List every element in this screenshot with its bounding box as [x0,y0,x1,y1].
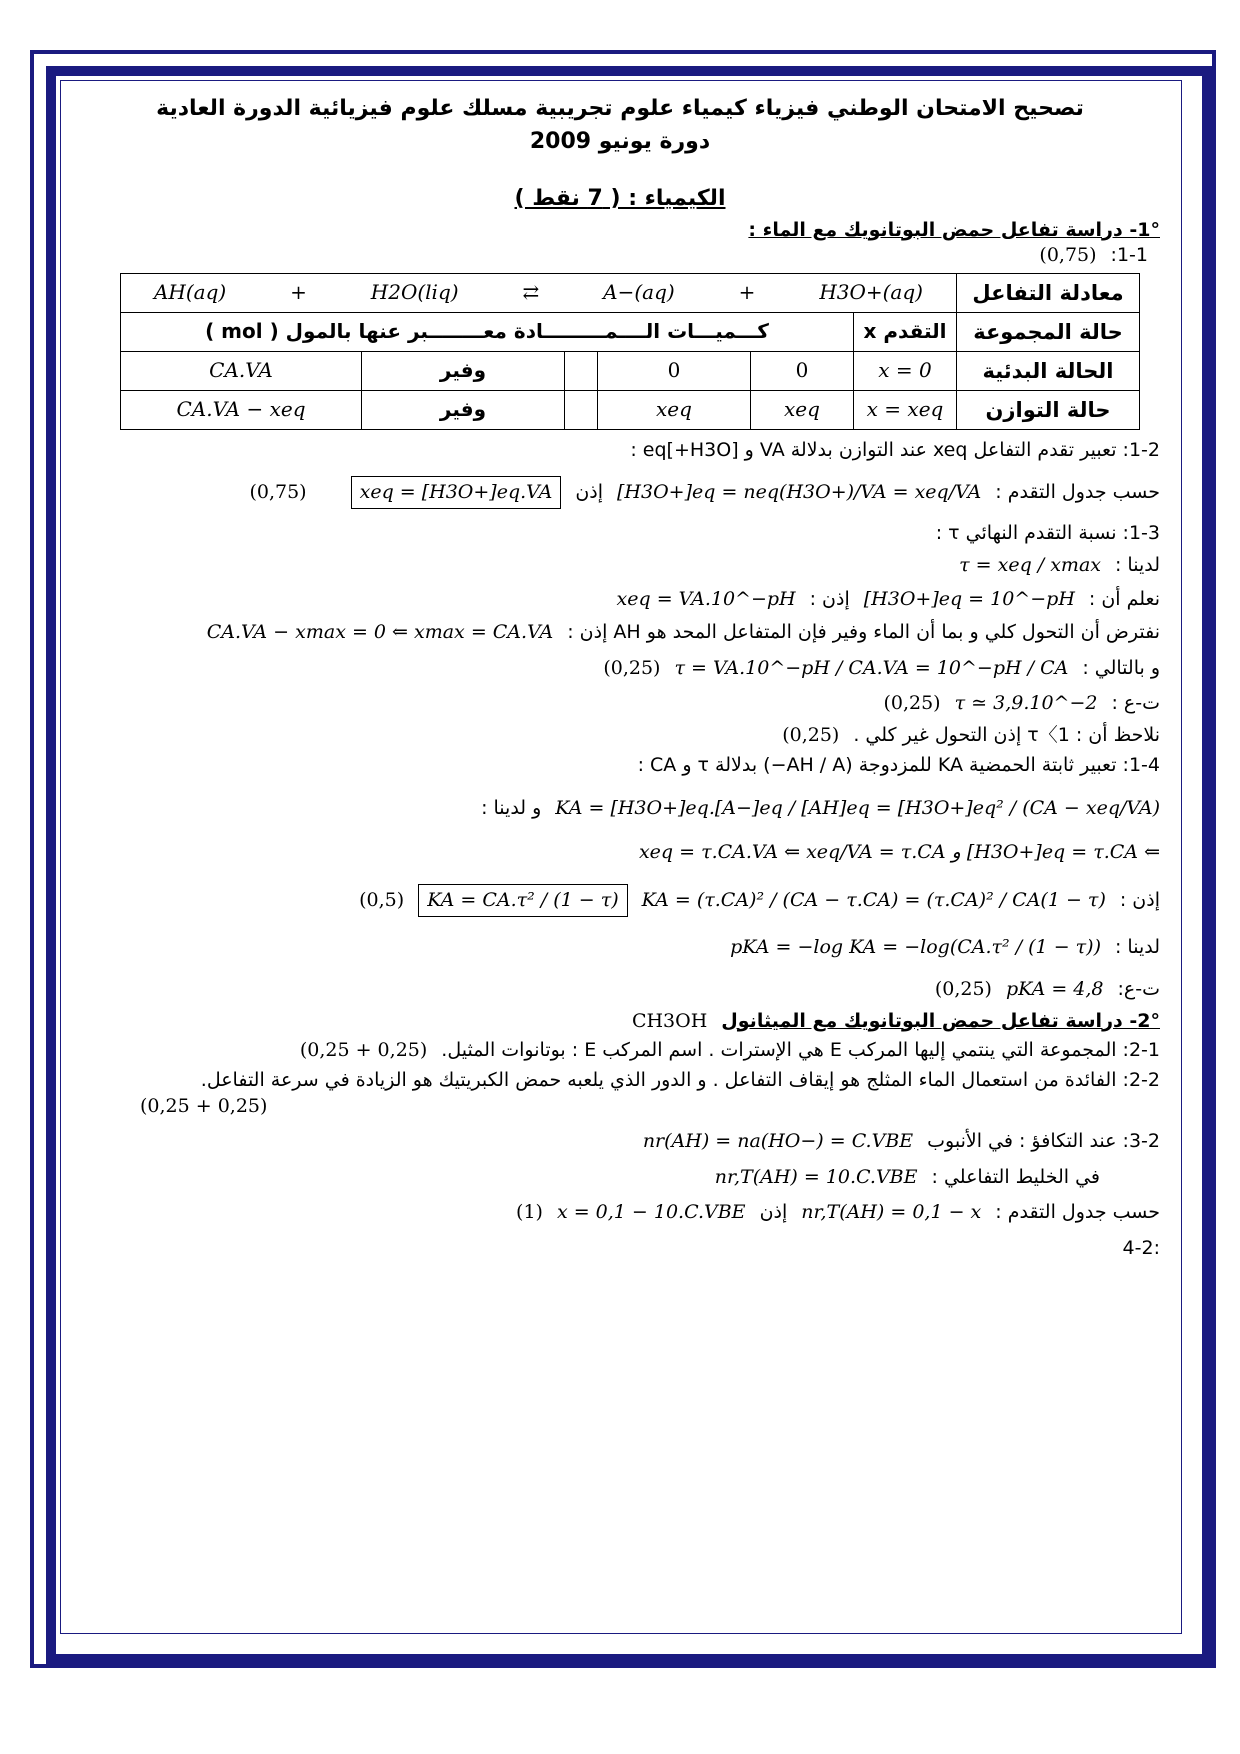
q13-num-label: ت-ع : [1111,692,1160,715]
equilibrium-water: وفير [362,390,565,429]
equilibrium-h3o: xeq [751,390,854,429]
q13-points-3: (0,25) [782,724,840,747]
q14-have: و لدينا : [481,797,542,820]
q23-then: إذن [759,1201,788,1224]
equilibrium-anion: xeq [598,390,751,429]
q14-pk-label: لدينا : [1114,936,1160,959]
initial-h3o: 0 [751,351,854,390]
initial-empty [565,351,598,390]
q14-pk-formula: pKA = −log KA = −log(CA.τ² / (1 − τ)) [730,936,1101,959]
q13-points-1: (0,25) [603,656,661,679]
part2-heading: 2°- دراسة تفاعل حمض البوتانويك مع الميثانول [721,1009,1160,1032]
q14-ka-tau: KA = (τ.CA)² / (CA − τ.CA) = (τ.CA)² / CA(1 − τ) [641,888,1106,911]
equilibrium-acid: CA.VA − xeq [121,390,362,429]
q21-points: (0,25 + 0,25) [299,1039,428,1062]
eq-plus-1: + [290,280,307,305]
title-line-1: تصحيح الامتحان الوطني فيزياء كيمياء علوم تجريبية مسلك علوم فيزيائية الدورة العادية [156,96,1084,121]
q12-boxed-result: xeq = [H3O+]eq.VA [351,476,562,510]
q14-chain: xeq = τ.CA.VA ⇐ xeq/VA = τ.CA و [H3O+]eq = τ.CA ⇐ [638,841,1160,864]
q23-formula: nr(AH) = na(HO−) = C.VBE [642,1130,914,1153]
q22-statement: 2-2: الفائدة من استعمال الماء المثلج هو إيقاف التفاعل . و الدور الذي يلعبه حمض الكبريتيك هو الزيادة في سرعة التفاعل. [200,1068,1160,1091]
equilibrium-arrow-icon: ⇄ [522,280,540,305]
q23-statement: 3-2: عند التكافؤ : في الأنبوب [927,1130,1160,1153]
document-body [80,92,1160,1622]
q14-ka-expression: KA = [H3O+]eq.[A−]eq / [AH]eq = [H3O+]eq² / (CA − xeq/VA) [555,797,1160,820]
row-equilibrium-label: حالة التوازن [957,390,1140,429]
q24-label: :4-2 [1122,1237,1160,1260]
eq-ah: AH(aq) [153,280,227,305]
q12-statement: 1-2: تعبير تقدم التفاعل xeq عند التوازن بدلالة VA و [H3O+]eq : [630,438,1160,461]
quantities-header: كـــميـــات الــــمـــــــــادة معــــــــبر عنها بالمول ( mol ) [121,312,854,351]
row-equation-label: معادلة التفاعل [957,273,1140,312]
q12-then: إذن [575,480,604,503]
q13-assume-formula: CA.VA − xmax = 0 ⇐ xmax = CA.VA [206,621,554,644]
eq-plus-2: + [738,280,756,305]
q13-points-2: (0,25) [883,692,941,715]
q14-num: pKA = 4,8 [1005,977,1104,1000]
chemistry-title: الكيمياء : ( 7 نقط ) [514,186,726,211]
q14-num-label: ت-ع: [1117,977,1160,1000]
advancement-header: التقدم x [854,312,957,351]
advancement-table [120,273,1140,430]
q14-then: إذن : [1119,888,1160,911]
equilibrium-empty [565,390,598,429]
eq-anion: A−(aq) [603,280,675,305]
q13-therefore: و بالتالي : [1082,656,1160,679]
q13-statement: 1-3: نسبة التقدم النهائي τ : [935,522,1160,545]
q11-points: (0,75) [1039,244,1097,267]
q23-equation-number: (1) [516,1201,543,1224]
q12-formula: [H3O+]eq = neq(H3O+)/VA = xeq/VA [617,480,982,503]
q12-line-label: حسب جدول التقدم : [995,480,1160,503]
q13-know-formula: [H3O+]eq = 10^−pH [863,587,1075,610]
title-line-2: دورة يونيو 2009 [529,129,711,154]
q14-points-2: (0,25) [934,977,992,1000]
initial-x: x = 0 [854,351,957,390]
q13-then: إذن : [809,587,850,610]
q23-table-formula: nr,T(AH) = 0,1 − x [801,1201,982,1224]
equilibrium-x: x = xeq [854,390,957,429]
eq-water: H2O(liq) [370,280,459,305]
q14-points: (0,5) [359,888,405,911]
q12-points: (0,75) [249,480,307,503]
q11-label: 1-1: [1110,244,1148,267]
q14-statement: 1-4: تعبير ثابتة الحمضية KA للمزدوجة (AH / A−) بدلالة τ و CA : [637,753,1160,776]
q23-mix: في الخليط التفاعلي : [931,1165,1100,1188]
q21-statement: 2-1: المجموعة التي ينتمي إليها المركب E هي الإسترات . اسم المركب E : بوتانوات المثيل. [441,1039,1160,1062]
row-initial-label: الحالة البدئية [957,351,1140,390]
eq-hydronium: H3O+(aq) [819,280,923,305]
q13-have: لدينا : [1114,553,1160,576]
q22-points: (0,25 + 0,25) [140,1094,268,1117]
initial-anion: 0 [598,351,751,390]
q13-note: نلاحظ أن : τ〈1 إذن التحول غير كلي . [853,724,1160,747]
part2-heading-formula: CH3OH [631,1009,708,1032]
q14-boxed-result: KA = CA.τ² / (1 − τ) [418,884,627,918]
q13-num: τ ≃ 3,9.10^−2 [954,692,1098,715]
q13-tau-formula: τ = VA.10^−pH / CA.VA = 10^−pH / CA [674,656,1069,679]
q13-xeq: xeq = VA.10^−pH [616,587,796,610]
initial-acid: CA.VA [121,351,362,390]
q13-know: نعلم أن : [1088,587,1160,610]
page-title [80,92,1160,158]
part1-heading: 1°- دراسة تفاعل حمض البوتانويك مع الماء : [748,218,1160,241]
q13-tau-def: τ = xeq / xmax [959,553,1101,576]
q13-assume: نفترض أن التحول كلي و بما أن الماء وفير فإن المتفاعل المحد هو AH إذن : [567,621,1160,644]
q23-mix-formula: nr,T(AH) = 10.C.VBE [714,1165,918,1188]
q23-table: حسب جدول التقدم : [995,1201,1160,1224]
q23-result: x = 0,1 − 10.C.VBE [556,1201,746,1224]
row-state-label: حالة المجموعة [957,312,1140,351]
initial-water: وفير [362,351,565,390]
